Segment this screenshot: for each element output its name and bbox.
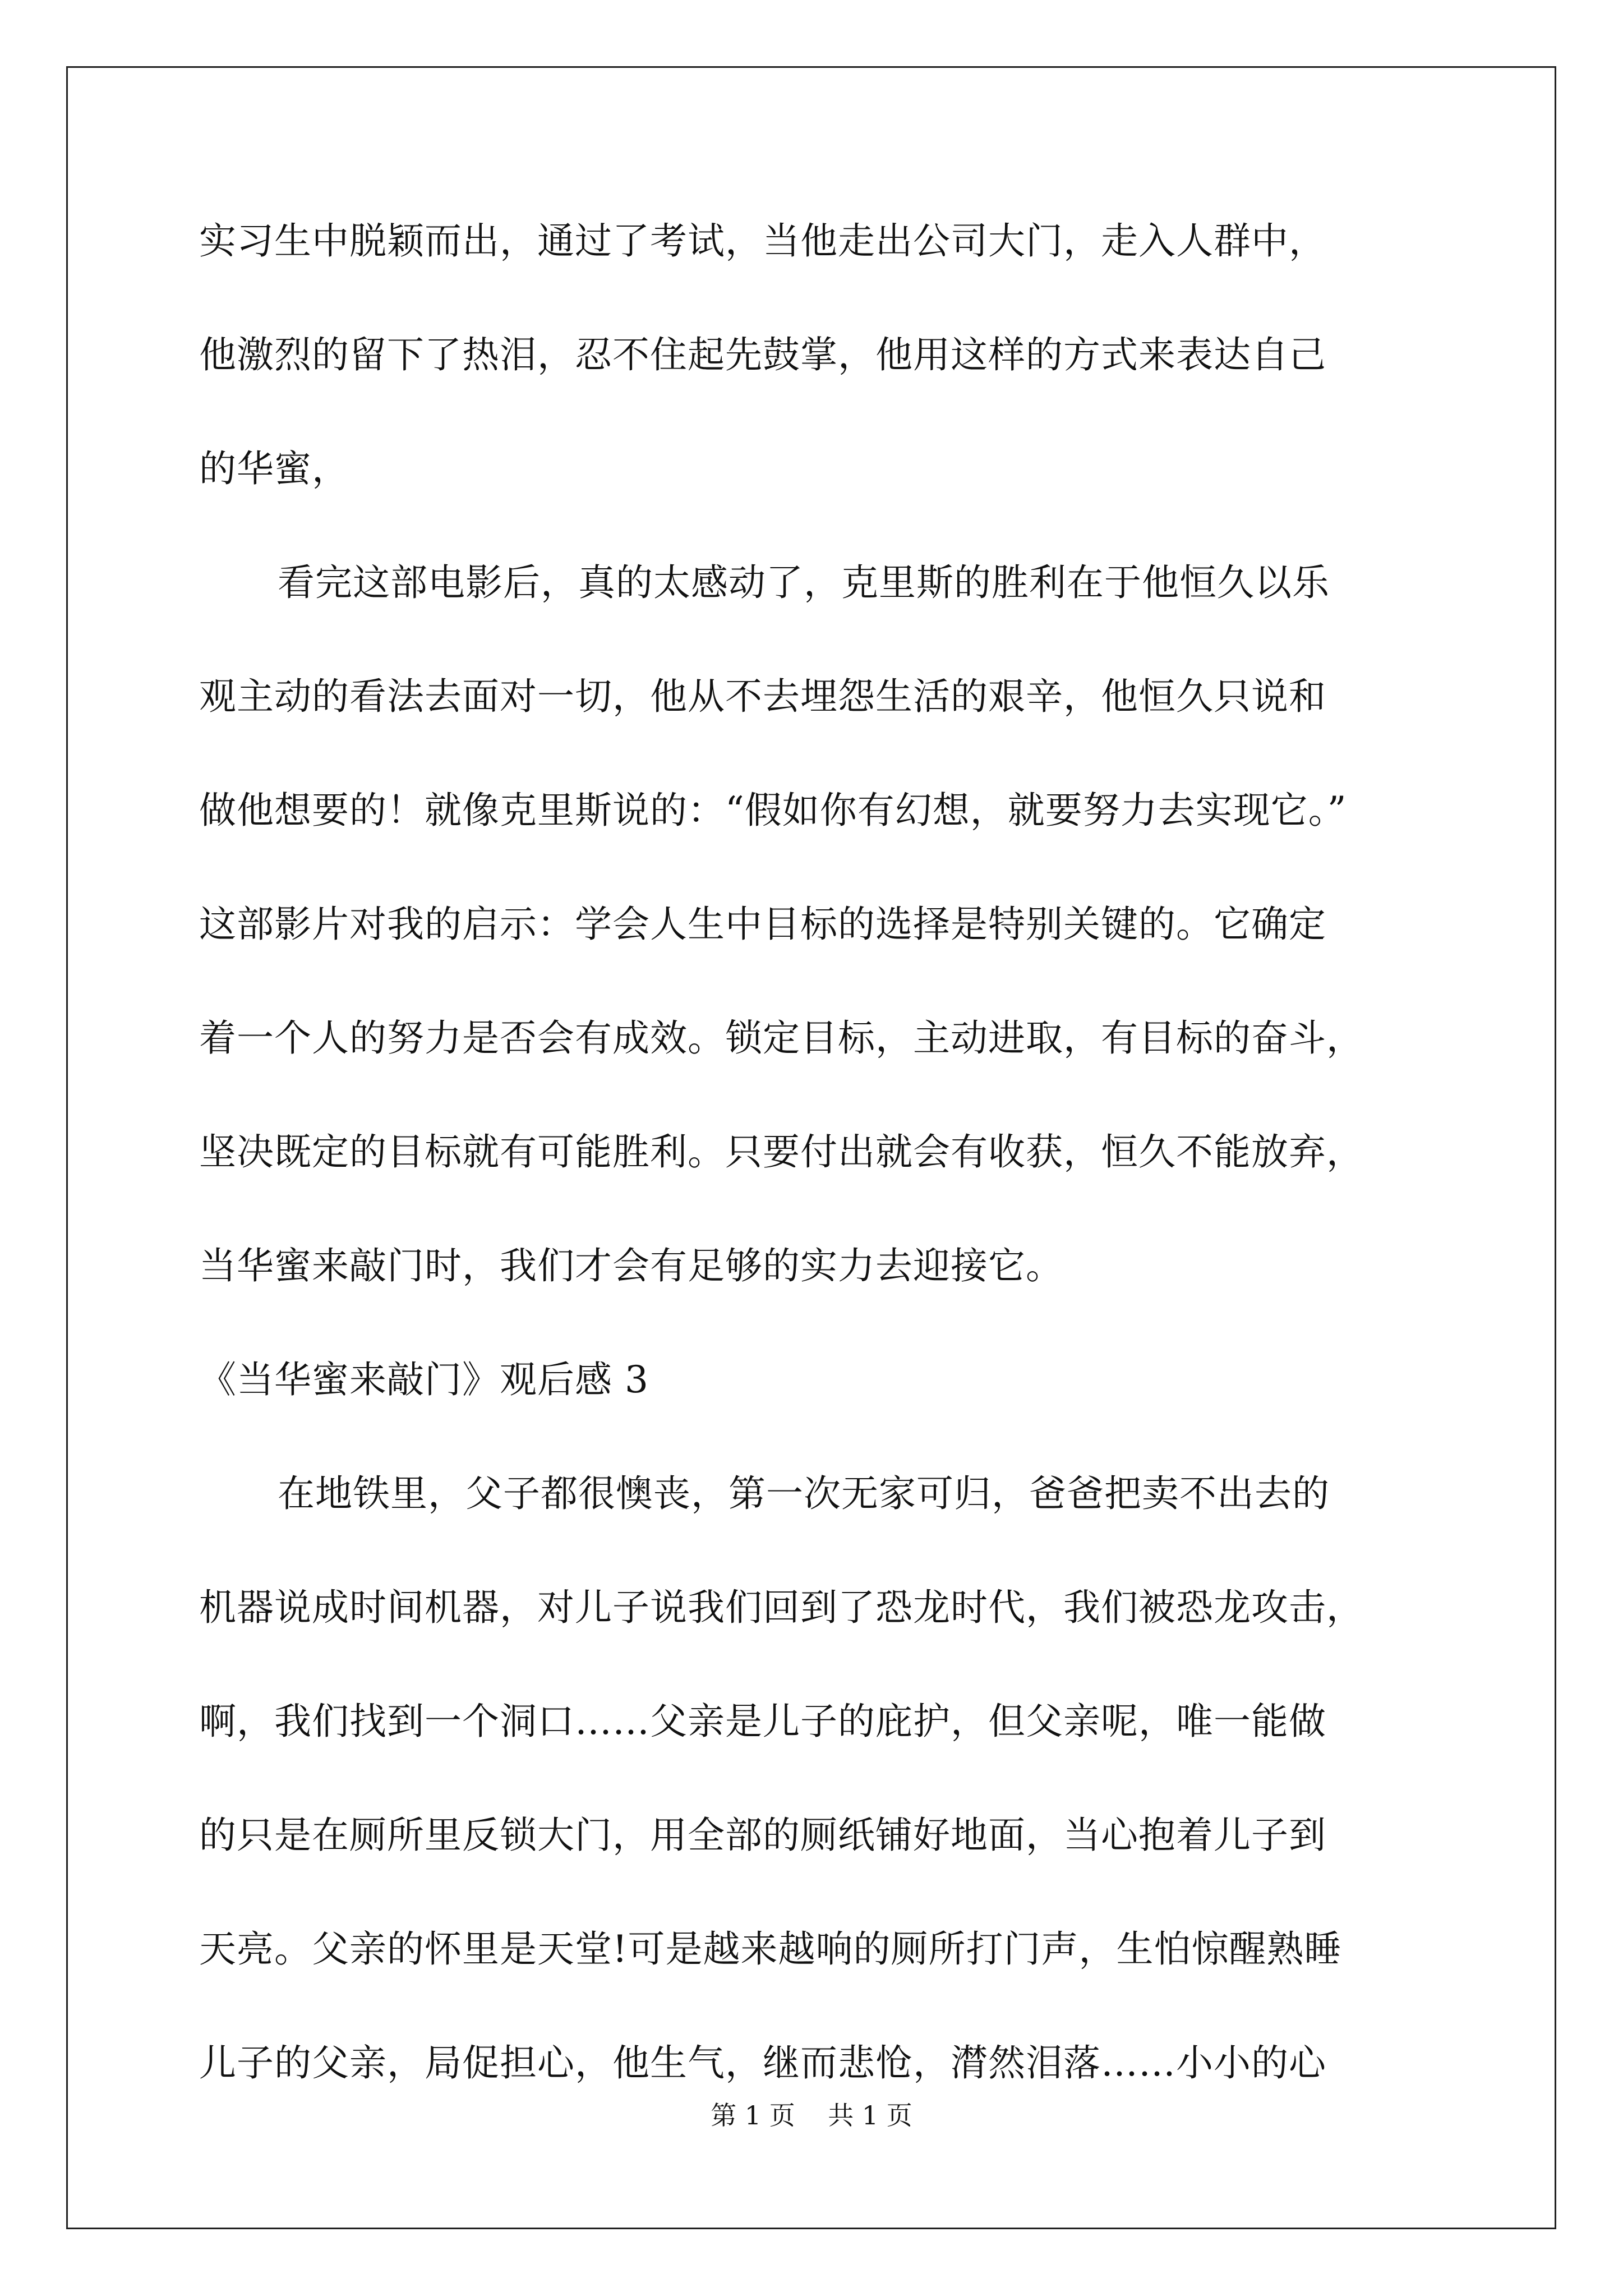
text-line-6: 做他想要的！就像克里斯说的：“假如你有幻想，就要努力去实现它。” — [199, 789, 1347, 832]
text-line-1: 实习生中脱颖而出，通过了考试，当他走出公司大门，走入人群中， — [199, 219, 1326, 263]
text-line-16: 天亮。父亲的怀里是天堂!可是越来越响的厕所打门声，生怕惊醒熟睡 — [199, 1927, 1342, 1971]
paragraph-start-line-4: 看完这部电影后，真的太感动了，克里斯的胜利在于他恒久以乐 — [278, 561, 1330, 604]
text-line-2: 他激烈的留下了热泪，忍不住起先鼓掌，他用这样的方式来表达自己 — [199, 333, 1326, 376]
text-line-5: 观主动的看法去面对一切，他从不去埋怨生活的艰辛，他恒久只说和 — [199, 675, 1326, 718]
text-line-15: 的只是在厕所里反锁大门，用全部的厕纸铺好地面，当心抱着儿子到 — [199, 1814, 1326, 1857]
text-line-9: 坚决既定的目标就有可能胜利。只要付出就会有收获，恒久不能放弃， — [199, 1130, 1364, 1174]
page-number-footer: 第 1 页 共 1 页 — [711, 2100, 912, 2131]
text-line-13: 机器说成时间机器，对儿子说我们回到了恐龙时代，我们被恐龙攻击， — [199, 1586, 1364, 1629]
text-line-14: 啊，我们找到一个洞口……父亲是儿子的庇护，但父亲呢，唯一能做 — [199, 1700, 1326, 1743]
text-line-8: 着一个人的努力是否会有成效。锁定目标，主动进取，有目标的奋斗， — [199, 1016, 1364, 1060]
text-line-3: 的华蜜， — [199, 447, 349, 490]
document-body — [199, 216, 1461, 2152]
text-line-7: 这部影片对我的启示：学会人生中目标的选择是特别关键的。它确定 — [199, 903, 1326, 946]
section-heading: 《当华蜜来敲门》观后感 3 — [199, 1358, 649, 1401]
text-line-10: 当华蜜来敲门时，我们才会有足够的实力去迎接它。 — [199, 1244, 1063, 1287]
paragraph-start-line-12: 在地铁里，父子都很懊丧，第一次无家可归，爸爸把卖不出去的 — [278, 1472, 1330, 1515]
text-line-17: 儿子的父亲，局促担心，他生气，继而悲怆，潸然泪落……小小的心 — [199, 2041, 1326, 2085]
